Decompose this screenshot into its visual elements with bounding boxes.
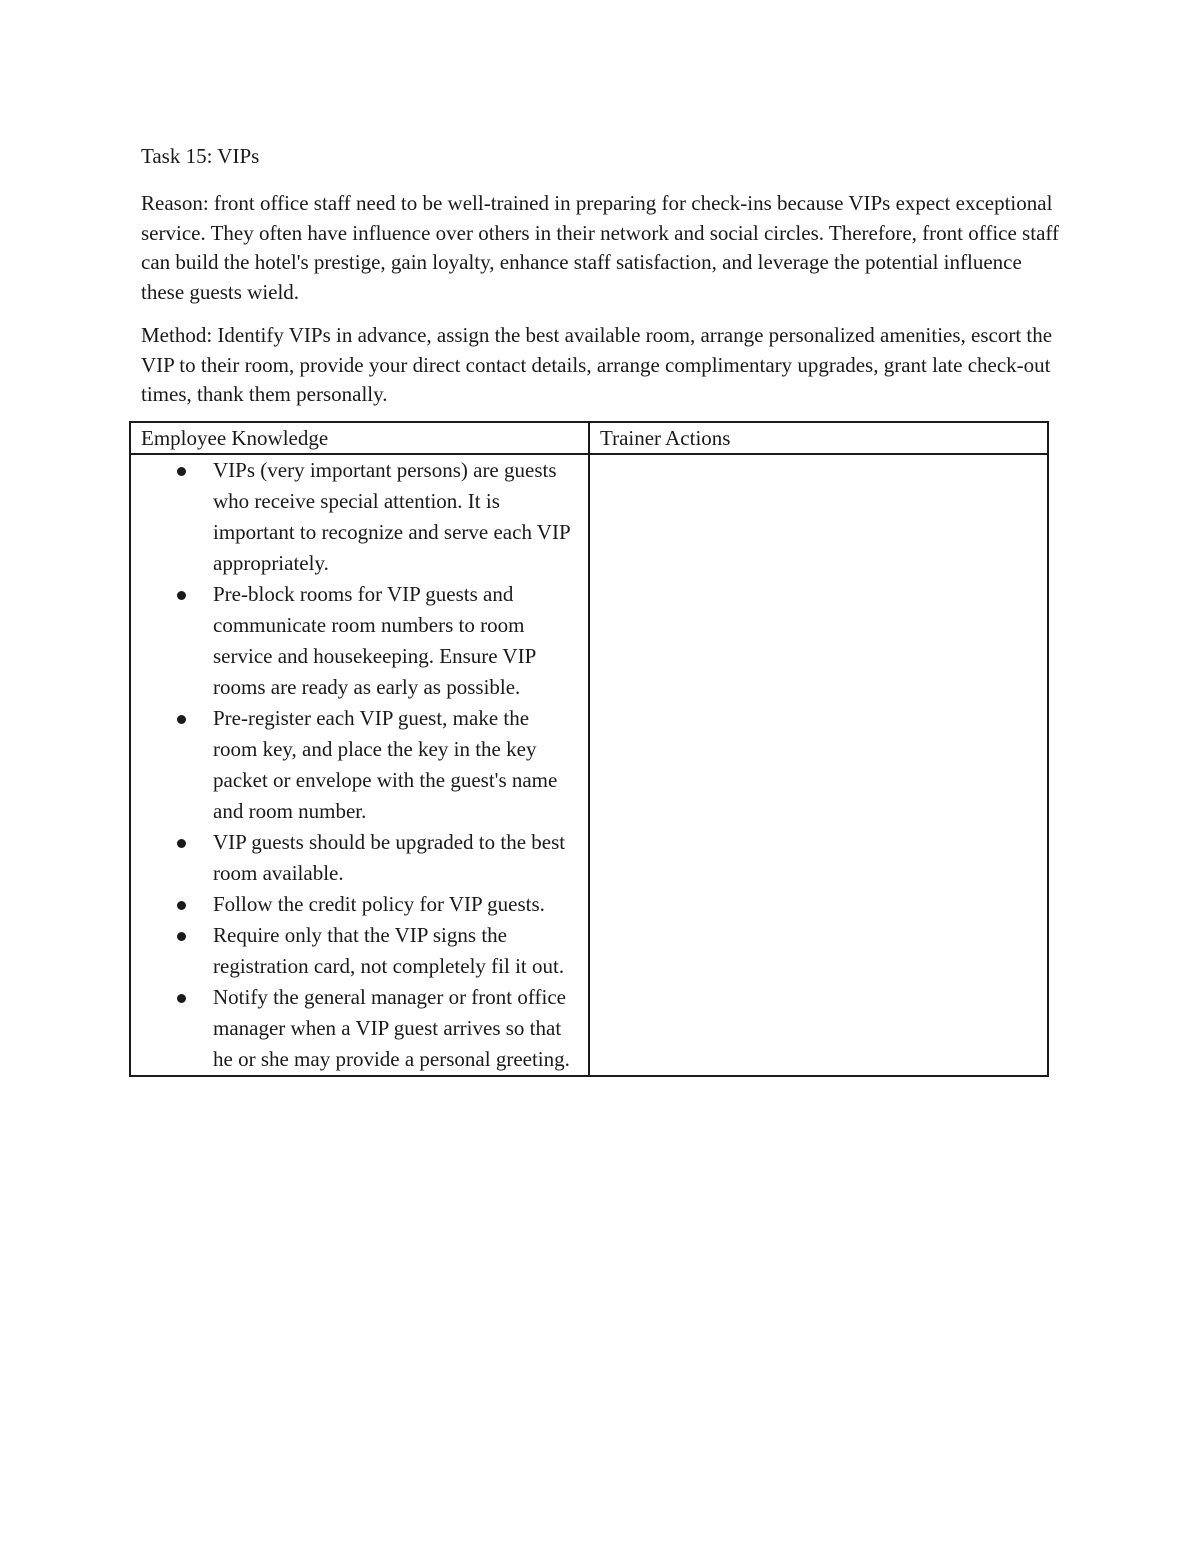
task-title: Task 15: VIPs bbox=[141, 144, 260, 168]
bullet-icon bbox=[177, 839, 186, 848]
list-item bbox=[141, 703, 578, 827]
list-item-text: VIPs (very important persons) are guests who receive special attention. It is important to recognize and serve each VIP appropriately. bbox=[213, 458, 570, 575]
list-item bbox=[141, 827, 578, 889]
list-item-text: Follow the credit policy for VIP guests. bbox=[213, 892, 545, 916]
list-item-text: Pre-register each VIP guest, make the room key, and place the key in the key packet or envelope with the guest's name and room number. bbox=[213, 706, 558, 823]
trainer-actions-cell bbox=[589, 454, 1048, 1076]
bullet-icon bbox=[177, 467, 186, 476]
document-page bbox=[141, 141, 1061, 424]
reason-paragraph: Reason: front office staff need to be well-trained in preparing for check-ins because VIPs expect exceptional service. They often have influence over others in their network and social circles. Therefore, front office staff can build the hotel's prestige, gain loyalty, enhance staff satisfaction, and leverage the potential influence these guests wield. bbox=[141, 191, 1059, 304]
table-header-row bbox=[130, 422, 1048, 454]
list-item bbox=[141, 579, 578, 703]
method-paragraph: Method: Identify VIPs in advance, assign the best available room, arrange personalized amenities, escort the VIP to their room, provide your direct contact details, arrange complimentary upgrades, grant late check-out times, thank them personally. bbox=[141, 323, 1053, 406]
header-employee-knowledge: Employee Knowledge bbox=[130, 422, 589, 454]
list-item-text: Require only that the VIP signs the registration card, not completely fil it out. bbox=[213, 923, 565, 978]
bullet-icon bbox=[177, 901, 186, 910]
employee-knowledge-cell bbox=[130, 454, 589, 1076]
list-item bbox=[141, 920, 578, 982]
bullet-icon bbox=[177, 932, 186, 941]
bullet-icon bbox=[177, 591, 186, 600]
list-item bbox=[141, 455, 578, 579]
list-item-text: Pre-block rooms for VIP guests and communicate room numbers to room service and housekeeping. Ensure VIP rooms are ready as early as possible. bbox=[213, 582, 536, 699]
task-table bbox=[129, 421, 1049, 1077]
bullet-icon bbox=[177, 715, 186, 724]
table-row bbox=[130, 454, 1048, 1076]
list-item bbox=[141, 889, 578, 920]
list-item-text: VIP guests should be upgraded to the best room available. bbox=[213, 830, 566, 885]
list-item-text: Notify the general manager or front office manager when a VIP guest arrives so that he or she may provide a personal greeting. bbox=[213, 985, 570, 1071]
header-trainer-actions: Trainer Actions bbox=[589, 422, 1048, 454]
list-item bbox=[141, 982, 578, 1075]
bullet-icon bbox=[177, 994, 186, 1003]
knowledge-list bbox=[141, 455, 578, 1075]
